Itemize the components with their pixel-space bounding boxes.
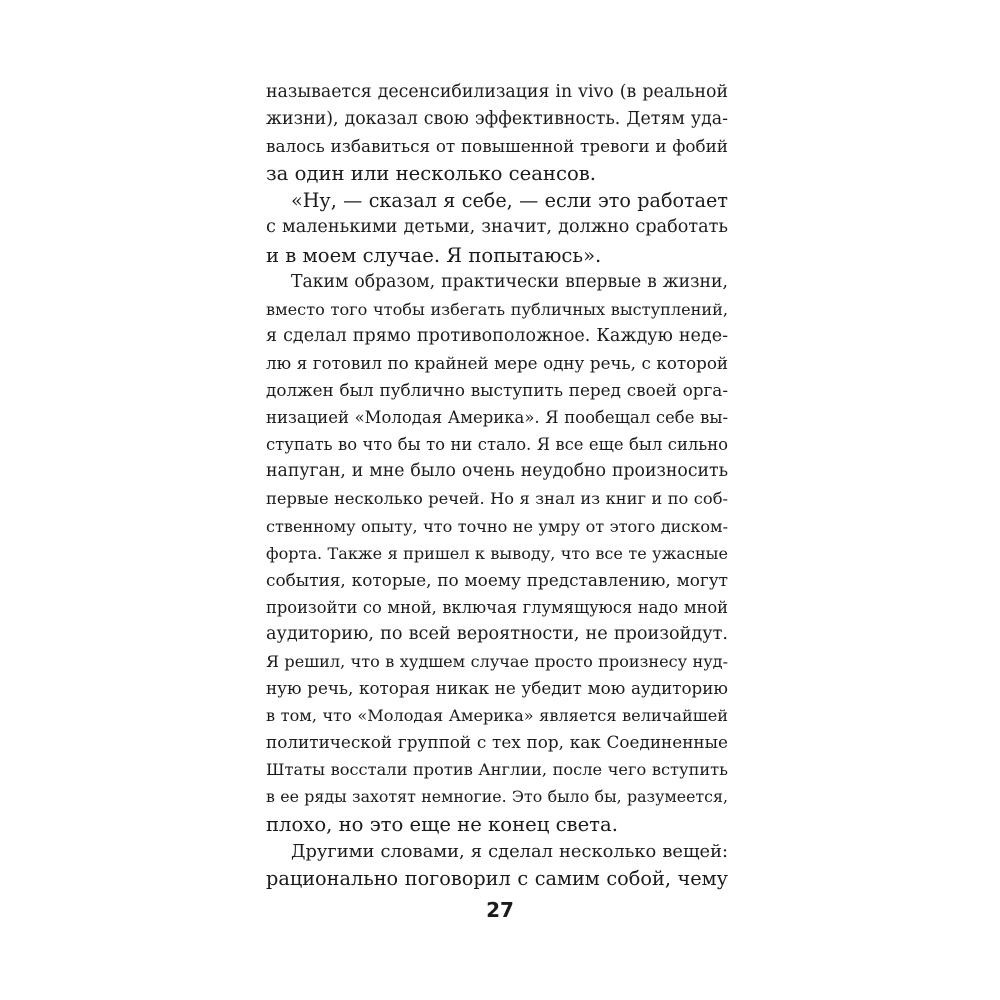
text-line: и в моем случае. Я попытаюсь». (266, 243, 602, 267)
text-line: ную речь, которая никак не убедит мою аудиторию (266, 678, 728, 699)
text-line: ступать во что бы то ни стало. Я все еще был сильно (266, 435, 728, 455)
text-line: произойти со мной, включая глумящуюся надо мной (266, 597, 728, 617)
text-line: Штаты восстали против Англии, после чего вступить (266, 760, 728, 780)
text-line: напуган, и мне было очень неудобно произносить (266, 461, 728, 482)
text-line: политической группой с тех пор, как Соединенные (266, 732, 728, 753)
text-line: в том, что «Молодая Америка» является величайшей (266, 706, 728, 726)
text-line: вместо того чтобы избегать публичных выступлений, (266, 299, 728, 319)
text-line: называется десенсибилизация in vivo (в реальной (266, 82, 728, 102)
text-line: с маленькими детьми, значит, должно сработать (266, 217, 728, 238)
text-line: «Ну, — сказал я себе, — если это работает (291, 189, 728, 213)
page-number: 27 (486, 898, 514, 922)
text-line: события, которые, по моему представлению, могут (266, 569, 728, 590)
text-line: Другими словами, я сделал несколько вещей: (291, 840, 728, 862)
text-line: в ее ряды захотят немногие. Это было бы, разумеется, (266, 787, 728, 807)
text-line: первые несколько речей. Но я знал из книг и по соб- (266, 489, 728, 509)
text-line: аудиторию, по всей вероятности, не произойдут. (266, 623, 728, 644)
text-line: за один или несколько сеансов. (266, 162, 596, 186)
text-line: рационально поговорил с самим собой, чему (266, 866, 728, 890)
text-line: я сделал прямо противоположное. Каждую неде- (266, 325, 728, 346)
text-line: жизни), доказал свою эффективность. Детям уда- (266, 109, 728, 130)
text-line: Таким образом, практически впервые в жизни, (291, 271, 728, 292)
text-line: низацией «Молодая Америка». Я пообещал себе вы- (266, 408, 728, 428)
text-line: форта. Также я пришел к выводу, что все те ужасные (266, 543, 728, 563)
body-text (266, 79, 728, 892)
text-line: Я решил, что в худшем случае просто произнесу нуд- (266, 651, 728, 671)
text-line: валось избавиться от повышенной тревоги и фобий (266, 136, 728, 157)
text-line: ственному опыту, что точно не умру от этого диском- (266, 516, 728, 536)
text-line: плохо, но это еще не конец света. (266, 812, 618, 836)
text-line: должен был публично выступить перед своей орга- (266, 380, 728, 401)
text-line: лю я готовил по крайней мере одну речь, с которой (266, 353, 728, 373)
